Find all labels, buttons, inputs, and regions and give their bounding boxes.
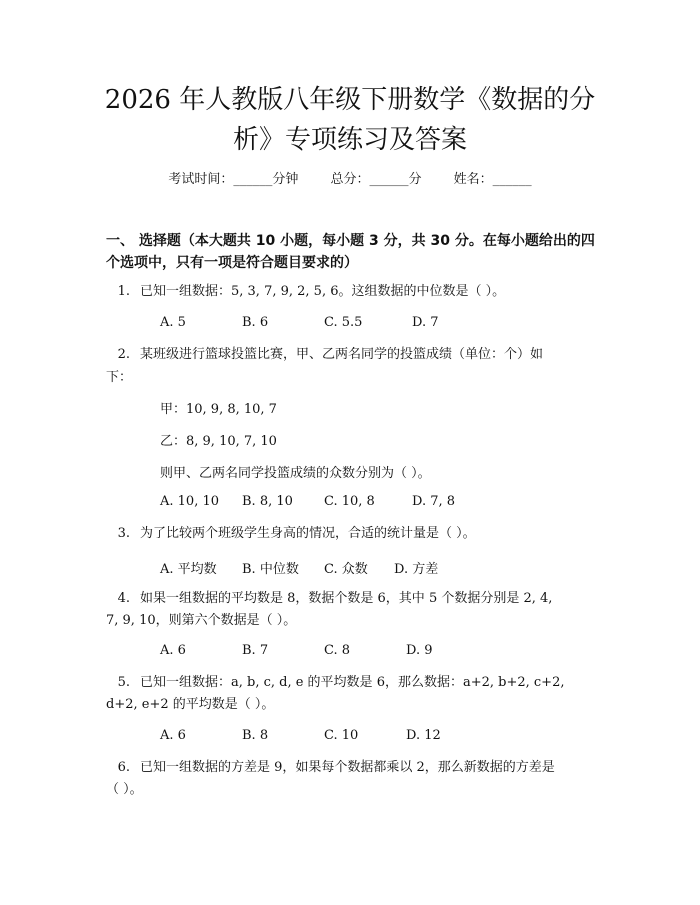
question-stem: 为了比较两个班级学生身高的情况，合适的统计量是（ ）。: [140, 526, 476, 541]
option-d: D. 7: [412, 315, 439, 330]
option-a: A. 平均数: [160, 562, 217, 577]
question-4-stem-cont: 7, 9, 10，则第六个数据是（ ）。: [106, 613, 297, 628]
question-2-yi: 乙：8, 9, 10, 7, 10: [160, 434, 277, 449]
question-number: 1.: [117, 284, 130, 299]
option-b: B. 8: [242, 728, 269, 743]
title-line-2: 析》专项练习及答案: [232, 125, 467, 155]
page-title: [100, 80, 600, 160]
exam-name: 姓名：______: [453, 172, 532, 187]
question-5-options: [160, 728, 441, 743]
option-a: A. 10, 10: [160, 494, 220, 509]
option-a: A. 5: [160, 315, 186, 330]
question-2-jia: 甲：10, 9, 8, 10, 7: [160, 402, 277, 417]
option-d: D. 9: [406, 643, 433, 658]
question-number: 2.: [117, 347, 130, 362]
option-c: C. 众数: [324, 562, 368, 577]
option-d: D. 12: [406, 728, 441, 743]
option-d: D. 7, 8: [412, 494, 456, 509]
option-c: C. 10, 8: [324, 494, 375, 509]
option-d: D. 方差: [394, 562, 439, 577]
exam-time: 考试时间：______分钟: [168, 172, 299, 187]
question-2-ask: 则甲、乙两名同学投篮成绩的众数分别为（ ）。: [160, 466, 431, 481]
option-b: B. 8, 10: [242, 494, 293, 509]
question-stem: 已知一组数据：a, b, c, d, e 的平均数是 6，那么数据：a+2, b+2, c+2,: [140, 675, 565, 690]
question-2-options: [160, 494, 455, 509]
question-stem: 已知一组数据的方差是 9，如果每个数据都乘以 2，那么新数据的方差是: [140, 760, 555, 775]
option-a: A. 6: [160, 728, 186, 743]
question-6-stem-cont: （ ）。: [106, 782, 143, 797]
option-c: C. 10: [324, 728, 359, 743]
option-a: A. 6: [160, 643, 186, 658]
question-stem: 已知一组数据：5, 3, 7, 9, 2, 5, 6。这组数据的中位数是（ ）。: [140, 284, 506, 299]
question-stem: 某班级进行篮球投篮比赛，甲、乙两名同学的投篮成绩（单位：个）如: [140, 347, 544, 362]
question-1-options: [160, 315, 439, 330]
exam-score: 总分：______分: [330, 172, 422, 187]
section-heading: 一、 选择题（本大题共 10 小题，每小题 3 分，共 30 分。在每小题给出的四个选项中，只有一项是符合题目要求的）: [106, 233, 595, 271]
option-c: C. 8: [324, 643, 351, 658]
question-number: 3.: [117, 526, 130, 541]
title-line-1: 2026 年人教版八年级下册数学《数据的分: [104, 85, 596, 115]
question-number: 6.: [117, 760, 130, 775]
question-6: [106, 756, 555, 780]
option-c: C. 5.5: [324, 315, 363, 330]
option-b: B. 6: [242, 315, 269, 330]
question-5: [106, 671, 564, 695]
question-3: [106, 522, 476, 546]
question-2-stem-cont: 下：: [106, 370, 133, 385]
question-2: [106, 343, 543, 367]
question-stem: 如果一组数据的平均数是 8，数据个数是 6，其中 5 个数据分别是 2, 4,: [140, 591, 553, 606]
question-1: [106, 280, 505, 304]
question-number: 4.: [117, 591, 130, 606]
question-number: 5.: [117, 675, 130, 690]
option-b: B. 中位数: [242, 562, 299, 577]
exam-meta: [0, 168, 700, 187]
question-4-options: [160, 643, 433, 658]
option-b: B. 7: [242, 643, 269, 658]
question-3-options: [160, 558, 438, 577]
question-4: [106, 587, 552, 611]
question-5-stem-cont: d+2, e+2 的平均数是（ ）。: [106, 697, 275, 712]
